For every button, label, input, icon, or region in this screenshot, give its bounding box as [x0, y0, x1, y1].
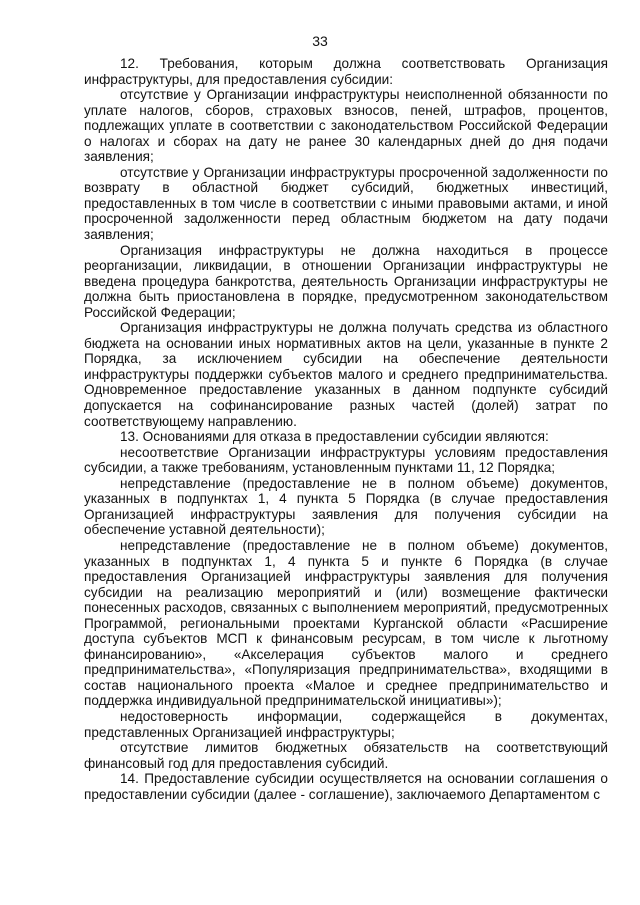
paragraph-12-heading: 12. Требования, которым должна соответствовать Организация инфраструктуры, для предоставления субсидии:: [84, 56, 608, 87]
paragraph-no-limits: отсутствие лимитов бюджетных обязательств на соответствующий финансовый год для предоставления субсидий.: [84, 740, 608, 771]
paragraph-inaccuracy: недостоверность информации, содержащейся в документах, представленных Организацией инфраструктуры;: [84, 708, 608, 740]
paragraph-13-heading: 13. Основаниями для отказа в предоставлении субсидии являются:: [120, 429, 549, 445]
paragraph-docs-statutory: непредставление (предоставление не в полном объеме) документов, указанных в подпунктах 1, 4 пункта 5 Порядка (в случае предоставления Организацией инфраструктуры заявления для получения субсидии на обеспечение уставной деятельности);: [84, 475, 608, 538]
paragraph-no-overdue-debt: отсутствие у Организации инфраструктуры просроченной задолженности по возврату в областной бюджет субсидий, бюджетных инвестиций, предоставленных в том числе в соответствии с иными правовыми актами, и иной просроченной задолженности перед областным бюджетом на дату подачи заявления;: [84, 164, 608, 243]
paragraph-no-tax-debt: отсутствие у Организации инфраструктуры неисполненной обязанности по уплате налогов, сборов, страховых взносов, пеней, штрафов, процентов, подлежащих уплате в соответствии с законодательством Российской Федерации о налогах и сборах на дату не ранее 30 календарных дней до дня подачи заявления;: [84, 87, 608, 165]
paragraph-nonconformity: несоответствие Организации инфраструктуры условиям предоставления субсидии, а также требованиям, установленным пунктами 11, 12 Порядка;: [84, 444, 608, 476]
page-number: 33: [312, 33, 328, 49]
paragraph-docs-activities: непредставление (предоставление не в полном объеме) документов, указанных в подпунктах 1, 4 пункта 5 и пункте 6 Порядка (в случае предоставления Организацией инфраструктуры заявления для получения субсидии на реализацию мероприятий и (или) возмещение фактически понесенных расходов, связанных с выполнением мероприятий, предусмотренных Программой, региональными проектами Курганской области «Расширение доступа субъектов МСП к финансовым ресурсам, в том числе к льготному финансированию», «Акселерация субъектов малого и среднего предпринимательства», «Популяризация предпринимательства», входящими в состав национального проекта «Малое и среднее предпринимательство и поддержка индивидуальной предпринимательской инициативы»);: [84, 537, 608, 709]
paragraph-no-other-funds: Организация инфраструктуры не должна получать средства из областного бюджета на основании иных нормативных актов на цели, указанные в пункте 2 Порядка, за исключением субсидии на обеспечение деятельности инфраструктуры поддержки субъектов малого и среднего предпринимательства. Одновременное предоставление указанных в данном подпункте субсидий допускается на софинансирование разных частей (долей) затрат по соответствующему направлению.: [84, 320, 608, 429]
document-body: [84, 56, 608, 802]
paragraph-no-reorganization: Организация инфраструктуры не должна находиться в процессе реорганизации, ликвидации, в отношении Организации инфраструктуры не введена процедура банкротства, деятельность Организации инфраструктуры не должна быть приостановлена в порядке, предусмотренном законодательством Российской Федерации;: [84, 242, 608, 320]
paragraph-14-heading: 14. Предоставление субсидии осуществляется на основании соглашения о предоставлении субсидии (далее - соглашение), заключаемого Департаментом с: [84, 771, 608, 802]
